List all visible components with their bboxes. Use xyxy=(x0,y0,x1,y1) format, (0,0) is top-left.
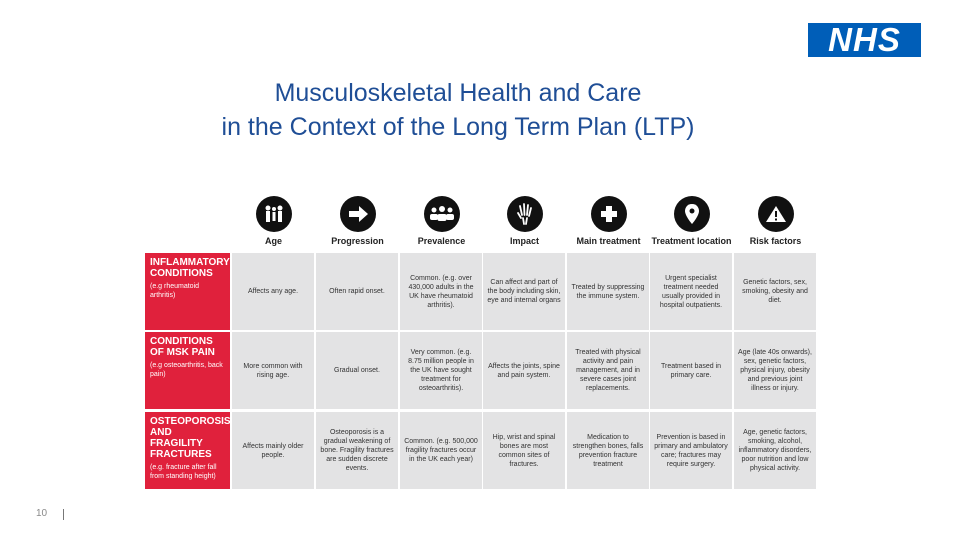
column-label: Age xyxy=(264,236,282,246)
table-cell: Affects the joints, spine and pain system. xyxy=(483,332,565,409)
table-cell: Genetic factors, sex, smoking, obesity and diet. xyxy=(734,253,816,330)
title-line-2: in the Context of the Long Term Plan (LTP) xyxy=(221,113,695,141)
row-title: CONDITIONS OF MSK PAIN xyxy=(150,336,215,358)
table-cell: Treatment based in primary care. xyxy=(650,332,732,409)
column-label: Risk factors xyxy=(749,236,802,246)
hand-bones-icon xyxy=(507,196,543,232)
column-header-row xyxy=(0,196,960,252)
table-cell: Common. (e.g. over 430,000 adults in the UK have rheumatoid arthritis). xyxy=(400,253,482,330)
table-cell: Age, genetic factors, smoking, alcohol, inflammatory disorders, poor nutrition and low physical activity. xyxy=(734,412,816,489)
row-header xyxy=(145,332,230,409)
column-prevalence xyxy=(400,196,483,246)
slide-title xyxy=(100,76,816,144)
table-cell: More common with rising age. xyxy=(232,332,314,409)
column-main-treatment xyxy=(567,196,650,246)
column-treatment-location xyxy=(650,196,733,246)
people-icon xyxy=(256,196,292,232)
arrow-right-icon xyxy=(340,196,376,232)
table-cell: Age (late 40s onwards), sex, genetic factors, physical injury, obesity and previous joint illness or injury. xyxy=(734,332,816,409)
column-label: Treatment location xyxy=(651,236,732,246)
table-cell: Gradual onset. xyxy=(316,332,398,409)
row-header xyxy=(145,253,230,330)
row-title: INFLAMMATORY CONDITIONS xyxy=(150,257,230,279)
table-cell: Very common. (e.g. 8.75 million people in the UK have sought treatment for osteoarthritis). xyxy=(400,332,482,409)
table-cell: Prevention is based in primary and ambulatory care; fractures may require surgery. xyxy=(650,412,732,489)
column-label: Main treatment xyxy=(576,236,641,246)
column-risk-factors xyxy=(734,196,817,246)
nhs-logo: NHS xyxy=(808,23,921,57)
title-line-1: Musculoskeletal Health and Care xyxy=(274,79,642,107)
crowd-icon xyxy=(424,196,460,232)
warning-icon xyxy=(758,196,794,232)
page-number: 10 xyxy=(36,508,48,519)
table-cell: Common. (e.g. 500,000 fragility fractures occur in the UK each year) xyxy=(400,412,482,489)
table-cell: Affects any age. xyxy=(232,253,314,330)
table-cell: Medication to strengthen bones, falls prevention fracture treatment xyxy=(567,412,649,489)
row-title: OSTEOPOROSIS AND FRAGILITY FRACTURES xyxy=(150,416,231,460)
row-subtitle: (e.g. fracture after fall from standing height) xyxy=(150,464,217,480)
column-age xyxy=(232,196,315,246)
table-cell: Treated with physical activity and pain management, and in severe cases joint replacements. xyxy=(567,332,649,409)
table-cell: Affects mainly older people. xyxy=(232,412,314,489)
column-label: Progression xyxy=(331,236,384,246)
page-divider xyxy=(63,509,64,520)
table-cell: Often rapid onset. xyxy=(316,253,398,330)
row-header xyxy=(145,412,230,489)
row-subtitle: (e.g osteoarthritis, back pain) xyxy=(150,362,223,378)
medical-cross-icon xyxy=(591,196,627,232)
column-impact xyxy=(483,196,566,246)
location-pin-icon xyxy=(674,196,710,232)
column-label: Prevalence xyxy=(417,236,466,246)
table-cell: Urgent specialist treatment needed usually provided in hospital outpatients. xyxy=(650,253,732,330)
table-cell: Can affect and part of the body including skin, eye and internal organs xyxy=(483,253,565,330)
table-cell: Osteoporosis is a gradual weakening of bone. Fragility fractures are sudden discrete events. xyxy=(316,412,398,489)
column-progression xyxy=(316,196,399,246)
row-subtitle: (e.g rheumatoid arthritis) xyxy=(150,283,200,299)
table-cell: Treated by suppressing the immune system. xyxy=(567,253,649,330)
table-cell: Hip, wrist and spinal bones are most common sites of fractures. xyxy=(483,412,565,489)
column-label: Impact xyxy=(509,236,539,246)
